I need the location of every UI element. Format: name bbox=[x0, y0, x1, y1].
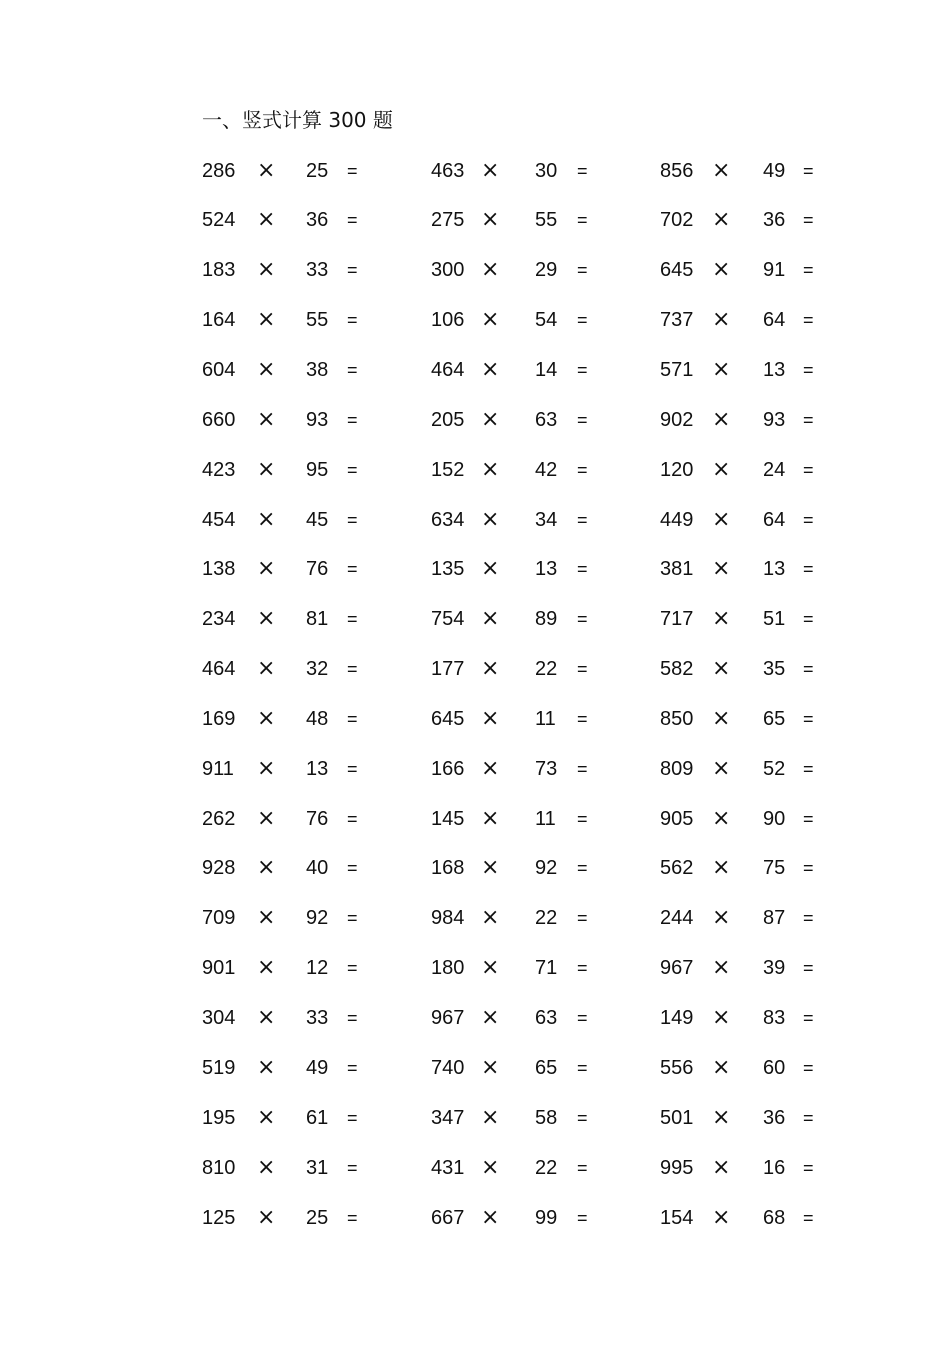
multiplier: 92 bbox=[535, 857, 558, 879]
times-sign: × bbox=[481, 357, 500, 382]
multiplicand: 501 bbox=[660, 1107, 694, 1129]
equals-sign: = bbox=[347, 161, 358, 181]
multiplicand: 709 bbox=[202, 907, 236, 929]
multiplicand: 464 bbox=[431, 359, 465, 381]
times-sign: × bbox=[481, 307, 500, 332]
multiplier: 49 bbox=[763, 160, 786, 182]
equals-sign: = bbox=[803, 709, 814, 729]
times-sign: × bbox=[257, 556, 276, 581]
multiplier: 33 bbox=[306, 259, 329, 281]
times-sign: × bbox=[257, 955, 276, 980]
multiplier: 55 bbox=[306, 309, 329, 331]
equals-sign: = bbox=[803, 759, 814, 779]
times-sign: × bbox=[257, 457, 276, 482]
multiplicand: 234 bbox=[202, 608, 236, 630]
equals-sign: = bbox=[577, 908, 588, 928]
times-sign: × bbox=[257, 207, 276, 232]
times-sign: × bbox=[712, 905, 731, 930]
equals-sign: = bbox=[577, 1108, 588, 1128]
multiplier: 49 bbox=[306, 1057, 329, 1079]
multiplier: 30 bbox=[535, 160, 558, 182]
equals-sign: = bbox=[803, 360, 814, 380]
problem-row bbox=[0, 355, 950, 385]
times-sign: × bbox=[481, 1205, 500, 1230]
multiplicand: 423 bbox=[202, 459, 236, 481]
equals-sign: = bbox=[347, 858, 358, 878]
times-sign: × bbox=[712, 656, 731, 681]
times-sign: × bbox=[257, 158, 276, 183]
multiplicand: 275 bbox=[431, 209, 465, 231]
times-sign: × bbox=[712, 756, 731, 781]
multiplier: 91 bbox=[763, 259, 786, 281]
times-sign: × bbox=[257, 756, 276, 781]
multiplier: 81 bbox=[306, 608, 329, 630]
multiplicand: 145 bbox=[431, 808, 465, 830]
times-sign: × bbox=[257, 905, 276, 930]
equals-sign: = bbox=[347, 1058, 358, 1078]
equals-sign: = bbox=[577, 1008, 588, 1028]
equals-sign: = bbox=[577, 659, 588, 679]
multiplier: 25 bbox=[306, 1207, 329, 1229]
times-sign: × bbox=[257, 1105, 276, 1130]
times-sign: × bbox=[257, 1205, 276, 1230]
times-sign: × bbox=[712, 855, 731, 880]
multiplicand: 154 bbox=[660, 1207, 694, 1229]
multiplicand: 449 bbox=[660, 509, 694, 531]
multiplier: 92 bbox=[306, 907, 329, 929]
times-sign: × bbox=[257, 307, 276, 332]
problem-row bbox=[0, 405, 950, 435]
equals-sign: = bbox=[347, 908, 358, 928]
times-sign: × bbox=[712, 1155, 731, 1180]
times-sign: × bbox=[257, 407, 276, 432]
worksheet-title: 一、竖式计算 300 题 bbox=[202, 108, 393, 132]
multiplier: 64 bbox=[763, 509, 786, 531]
multiplier: 35 bbox=[763, 658, 786, 680]
equals-sign: = bbox=[803, 1108, 814, 1128]
equals-sign: = bbox=[577, 161, 588, 181]
multiplicand: 911 bbox=[202, 758, 234, 780]
multiplier: 93 bbox=[306, 409, 329, 431]
multiplicand: 120 bbox=[660, 459, 694, 481]
multiplier: 63 bbox=[535, 409, 558, 431]
times-sign: × bbox=[481, 1055, 500, 1080]
times-sign: × bbox=[257, 706, 276, 731]
equals-sign: = bbox=[803, 1008, 814, 1028]
times-sign: × bbox=[481, 507, 500, 532]
multiplicand: 967 bbox=[660, 957, 694, 979]
equals-sign: = bbox=[347, 1108, 358, 1128]
multiplicand: 809 bbox=[660, 758, 694, 780]
multiplier: 83 bbox=[763, 1007, 786, 1029]
multiplier: 90 bbox=[763, 808, 786, 830]
problem-row bbox=[0, 903, 950, 933]
equals-sign: = bbox=[577, 609, 588, 629]
multiplier: 65 bbox=[535, 1057, 558, 1079]
problem-row bbox=[0, 505, 950, 535]
times-sign: × bbox=[481, 806, 500, 831]
multiplicand: 106 bbox=[431, 309, 465, 331]
equals-sign: = bbox=[803, 559, 814, 579]
times-sign: × bbox=[712, 357, 731, 382]
equals-sign: = bbox=[577, 958, 588, 978]
times-sign: × bbox=[481, 706, 500, 731]
equals-sign: = bbox=[803, 659, 814, 679]
multiplier: 38 bbox=[306, 359, 329, 381]
multiplicand: 177 bbox=[431, 658, 465, 680]
multiplicand: 347 bbox=[431, 1107, 465, 1129]
equals-sign: = bbox=[347, 559, 358, 579]
equals-sign: = bbox=[347, 1008, 358, 1028]
times-sign: × bbox=[481, 407, 500, 432]
multiplier: 51 bbox=[763, 608, 786, 630]
problem-row bbox=[0, 1203, 950, 1233]
equals-sign: = bbox=[577, 809, 588, 829]
multiplicand: 463 bbox=[431, 160, 465, 182]
multiplier: 63 bbox=[535, 1007, 558, 1029]
equals-sign: = bbox=[803, 908, 814, 928]
multiplicand: 183 bbox=[202, 259, 236, 281]
times-sign: × bbox=[712, 507, 731, 532]
multiplicand: 905 bbox=[660, 808, 694, 830]
equals-sign: = bbox=[803, 1058, 814, 1078]
multiplier: 87 bbox=[763, 907, 786, 929]
multiplicand: 168 bbox=[431, 857, 465, 879]
times-sign: × bbox=[712, 457, 731, 482]
times-sign: × bbox=[481, 855, 500, 880]
problem-row bbox=[0, 953, 950, 983]
times-sign: × bbox=[712, 158, 731, 183]
equals-sign: = bbox=[803, 958, 814, 978]
multiplicand: 556 bbox=[660, 1057, 694, 1079]
multiplicand: 737 bbox=[660, 309, 694, 331]
problem-row bbox=[0, 305, 950, 335]
multiplier: 34 bbox=[535, 509, 558, 531]
multiplicand: 850 bbox=[660, 708, 694, 730]
multiplier: 22 bbox=[535, 658, 558, 680]
multiplicand: 381 bbox=[660, 558, 694, 580]
multiplier: 95 bbox=[306, 459, 329, 481]
multiplicand: 300 bbox=[431, 259, 465, 281]
equals-sign: = bbox=[347, 809, 358, 829]
problem-row bbox=[0, 1103, 950, 1133]
multiplicand: 138 bbox=[202, 558, 236, 580]
multiplicand: 571 bbox=[660, 359, 694, 381]
equals-sign: = bbox=[803, 161, 814, 181]
equals-sign: = bbox=[577, 260, 588, 280]
multiplicand: 524 bbox=[202, 209, 236, 231]
multiplier: 36 bbox=[763, 1107, 786, 1129]
times-sign: × bbox=[481, 606, 500, 631]
times-sign: × bbox=[712, 407, 731, 432]
times-sign: × bbox=[257, 1155, 276, 1180]
multiplier: 48 bbox=[306, 708, 329, 730]
equals-sign: = bbox=[803, 809, 814, 829]
multiplier: 52 bbox=[763, 758, 786, 780]
times-sign: × bbox=[481, 1155, 500, 1180]
multiplicand: 286 bbox=[202, 160, 236, 182]
times-sign: × bbox=[481, 556, 500, 581]
multiplier: 93 bbox=[763, 409, 786, 431]
multiplicand: 902 bbox=[660, 409, 694, 431]
equals-sign: = bbox=[803, 310, 814, 330]
multiplicand: 149 bbox=[660, 1007, 694, 1029]
times-sign: × bbox=[481, 158, 500, 183]
times-sign: × bbox=[481, 1105, 500, 1130]
multiplicand: 205 bbox=[431, 409, 465, 431]
equals-sign: = bbox=[577, 1158, 588, 1178]
multiplier: 39 bbox=[763, 957, 786, 979]
multiplicand: 195 bbox=[202, 1107, 236, 1129]
multiplier: 68 bbox=[763, 1207, 786, 1229]
multiplier: 76 bbox=[306, 808, 329, 830]
multiplier: 13 bbox=[763, 558, 786, 580]
multiplier: 42 bbox=[535, 459, 558, 481]
multiplier: 54 bbox=[535, 309, 558, 331]
multiplier: 71 bbox=[535, 957, 558, 979]
equals-sign: = bbox=[577, 510, 588, 530]
equals-sign: = bbox=[347, 958, 358, 978]
equals-sign: = bbox=[347, 510, 358, 530]
times-sign: × bbox=[712, 257, 731, 282]
times-sign: × bbox=[257, 1055, 276, 1080]
times-sign: × bbox=[481, 1005, 500, 1030]
multiplicand: 984 bbox=[431, 907, 465, 929]
multiplicand: 660 bbox=[202, 409, 236, 431]
times-sign: × bbox=[712, 606, 731, 631]
multiplier: 24 bbox=[763, 459, 786, 481]
multiplier: 65 bbox=[763, 708, 786, 730]
times-sign: × bbox=[481, 207, 500, 232]
multiplier: 29 bbox=[535, 259, 558, 281]
multiplier: 14 bbox=[535, 359, 558, 381]
multiplicand: 125 bbox=[202, 1207, 236, 1229]
multiplier: 13 bbox=[306, 758, 329, 780]
equals-sign: = bbox=[803, 210, 814, 230]
multiplicand: 152 bbox=[431, 459, 465, 481]
equals-sign: = bbox=[577, 858, 588, 878]
equals-sign: = bbox=[347, 759, 358, 779]
times-sign: × bbox=[257, 806, 276, 831]
times-sign: × bbox=[712, 1205, 731, 1230]
times-sign: × bbox=[257, 257, 276, 282]
multiplicand: 754 bbox=[431, 608, 465, 630]
times-sign: × bbox=[712, 806, 731, 831]
problem-row bbox=[0, 804, 950, 834]
times-sign: × bbox=[712, 556, 731, 581]
multiplicand: 645 bbox=[660, 259, 694, 281]
equals-sign: = bbox=[803, 460, 814, 480]
multiplicand: 464 bbox=[202, 658, 236, 680]
multiplier: 16 bbox=[763, 1157, 786, 1179]
equals-sign: = bbox=[347, 460, 358, 480]
equals-sign: = bbox=[577, 360, 588, 380]
multiplicand: 810 bbox=[202, 1157, 236, 1179]
multiplier: 61 bbox=[306, 1107, 329, 1129]
multiplier: 89 bbox=[535, 608, 558, 630]
multiplier: 36 bbox=[763, 209, 786, 231]
equals-sign: = bbox=[347, 410, 358, 430]
multiplier: 36 bbox=[306, 209, 329, 231]
multiplier: 32 bbox=[306, 658, 329, 680]
problem-row bbox=[0, 1153, 950, 1183]
times-sign: × bbox=[481, 955, 500, 980]
equals-sign: = bbox=[803, 260, 814, 280]
multiplicand: 562 bbox=[660, 857, 694, 879]
equals-sign: = bbox=[803, 858, 814, 878]
multiplier: 22 bbox=[535, 907, 558, 929]
multiplicand: 901 bbox=[202, 957, 236, 979]
times-sign: × bbox=[712, 706, 731, 731]
problem-row bbox=[0, 455, 950, 485]
equals-sign: = bbox=[577, 559, 588, 579]
equals-sign: = bbox=[347, 210, 358, 230]
multiplier: 31 bbox=[306, 1157, 329, 1179]
multiplicand: 135 bbox=[431, 558, 465, 580]
problem-row bbox=[0, 255, 950, 285]
multiplicand: 262 bbox=[202, 808, 236, 830]
multiplier: 76 bbox=[306, 558, 329, 580]
multiplier: 13 bbox=[535, 558, 558, 580]
multiplier: 75 bbox=[763, 857, 786, 879]
multiplicand: 454 bbox=[202, 509, 236, 531]
times-sign: × bbox=[257, 357, 276, 382]
multiplicand: 995 bbox=[660, 1157, 694, 1179]
multiplicand: 667 bbox=[431, 1207, 465, 1229]
times-sign: × bbox=[257, 606, 276, 631]
times-sign: × bbox=[481, 257, 500, 282]
multiplier: 40 bbox=[306, 857, 329, 879]
equals-sign: = bbox=[577, 1058, 588, 1078]
multiplicand: 717 bbox=[660, 608, 694, 630]
equals-sign: = bbox=[577, 460, 588, 480]
multiplier: 11 bbox=[535, 808, 556, 830]
multiplicand: 166 bbox=[431, 758, 465, 780]
multiplicand: 645 bbox=[431, 708, 465, 730]
multiplier: 12 bbox=[306, 957, 329, 979]
problem-row bbox=[0, 654, 950, 684]
times-sign: × bbox=[712, 1105, 731, 1130]
equals-sign: = bbox=[347, 360, 358, 380]
multiplier: 55 bbox=[535, 209, 558, 231]
times-sign: × bbox=[257, 1005, 276, 1030]
equals-sign: = bbox=[577, 210, 588, 230]
multiplicand: 856 bbox=[660, 160, 694, 182]
equals-sign: = bbox=[803, 1158, 814, 1178]
equals-sign: = bbox=[347, 310, 358, 330]
multiplier: 60 bbox=[763, 1057, 786, 1079]
times-sign: × bbox=[481, 656, 500, 681]
times-sign: × bbox=[481, 905, 500, 930]
multiplicand: 164 bbox=[202, 309, 236, 331]
equals-sign: = bbox=[803, 1208, 814, 1228]
times-sign: × bbox=[712, 207, 731, 232]
times-sign: × bbox=[481, 457, 500, 482]
equals-sign: = bbox=[347, 609, 358, 629]
multiplicand: 740 bbox=[431, 1057, 465, 1079]
equals-sign: = bbox=[803, 609, 814, 629]
multiplicand: 169 bbox=[202, 708, 236, 730]
problem-row bbox=[0, 156, 950, 186]
equals-sign: = bbox=[577, 709, 588, 729]
times-sign: × bbox=[712, 955, 731, 980]
multiplier: 99 bbox=[535, 1207, 558, 1229]
multiplicand: 244 bbox=[660, 907, 694, 929]
times-sign: × bbox=[712, 307, 731, 332]
multiplier: 58 bbox=[535, 1107, 558, 1129]
multiplier: 73 bbox=[535, 758, 558, 780]
multiplicand: 604 bbox=[202, 359, 236, 381]
multiplier: 64 bbox=[763, 309, 786, 331]
equals-sign: = bbox=[803, 510, 814, 530]
multiplier: 33 bbox=[306, 1007, 329, 1029]
multiplicand: 967 bbox=[431, 1007, 465, 1029]
multiplicand: 519 bbox=[202, 1057, 236, 1079]
times-sign: × bbox=[257, 656, 276, 681]
multiplier: 25 bbox=[306, 160, 329, 182]
equals-sign: = bbox=[803, 410, 814, 430]
problem-row bbox=[0, 704, 950, 734]
times-sign: × bbox=[481, 756, 500, 781]
equals-sign: = bbox=[347, 1158, 358, 1178]
multiplier: 13 bbox=[763, 359, 786, 381]
problem-row bbox=[0, 1003, 950, 1033]
problem-row bbox=[0, 205, 950, 235]
problem-row bbox=[0, 853, 950, 883]
problem-row bbox=[0, 554, 950, 584]
multiplier: 11 bbox=[535, 708, 556, 730]
equals-sign: = bbox=[347, 260, 358, 280]
multiplicand: 702 bbox=[660, 209, 694, 231]
multiplicand: 582 bbox=[660, 658, 694, 680]
times-sign: × bbox=[712, 1005, 731, 1030]
equals-sign: = bbox=[347, 709, 358, 729]
equals-sign: = bbox=[577, 310, 588, 330]
multiplicand: 431 bbox=[431, 1157, 465, 1179]
problem-row bbox=[0, 1053, 950, 1083]
times-sign: × bbox=[257, 855, 276, 880]
multiplier: 45 bbox=[306, 509, 329, 531]
multiplier: 22 bbox=[535, 1157, 558, 1179]
multiplicand: 928 bbox=[202, 857, 236, 879]
equals-sign: = bbox=[347, 1208, 358, 1228]
equals-sign: = bbox=[577, 410, 588, 430]
times-sign: × bbox=[712, 1055, 731, 1080]
times-sign: × bbox=[257, 507, 276, 532]
multiplicand: 634 bbox=[431, 509, 465, 531]
equals-sign: = bbox=[577, 759, 588, 779]
problem-row bbox=[0, 754, 950, 784]
multiplicand: 304 bbox=[202, 1007, 236, 1029]
equals-sign: = bbox=[347, 659, 358, 679]
equals-sign: = bbox=[577, 1208, 588, 1228]
problem-row bbox=[0, 604, 950, 634]
multiplicand: 180 bbox=[431, 957, 465, 979]
